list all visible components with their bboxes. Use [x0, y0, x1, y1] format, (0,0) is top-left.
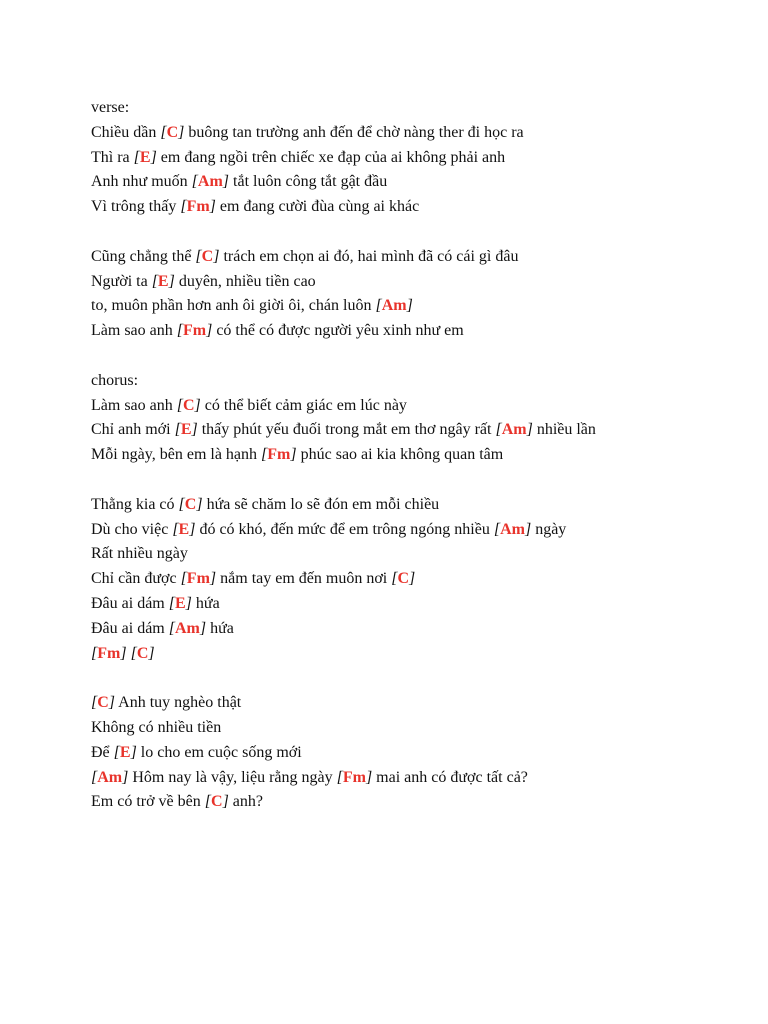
lyric-text: Làm sao anh — [91, 396, 177, 414]
lyric-line — [91, 294, 751, 319]
chord: [Am] — [495, 421, 533, 439]
lyric-line — [91, 121, 751, 146]
lyric-text: hứa sẽ chăm lo sẽ đón em mỗi chiều — [202, 495, 440, 513]
lyric-text: Em có trở về bên — [91, 793, 205, 811]
lyric-text: Thằng kia có — [91, 495, 179, 513]
lyric-line — [91, 96, 751, 121]
chord: [C] — [391, 570, 416, 588]
chord-name: E — [180, 421, 192, 439]
lyric-text: Chiều dần — [91, 123, 161, 141]
lyric-text: hứa — [206, 619, 234, 637]
lyric-text: verse: — [91, 99, 130, 116]
lyric-line — [91, 518, 751, 543]
chord: [Fm] — [180, 570, 217, 588]
lyric-line — [91, 617, 751, 642]
chord: [E] — [168, 594, 192, 612]
chord-name: C — [397, 570, 410, 588]
chord-name: Fm — [186, 198, 210, 216]
lyric-line — [91, 170, 751, 195]
chord: [E] — [133, 148, 157, 166]
lyric-line — [91, 592, 751, 617]
lyric-text: Không có nhiều tiền — [91, 718, 222, 736]
lyric-text: Anh như muốn — [91, 173, 192, 191]
lyric-text: hứa — [191, 594, 220, 612]
chord-name: Am — [97, 768, 123, 786]
chord: [C] — [204, 793, 229, 811]
lyric-text: duyên, nhiều tiền cao — [174, 272, 316, 290]
chord: [Fm] — [336, 768, 373, 786]
chord-name: Fm — [267, 446, 291, 464]
lyric-text: em đang ngồi trên chiếc xe đạp của ai không phải anh — [156, 148, 506, 166]
lyric-text: Dù cho việc — [91, 520, 173, 538]
lyric-line — [91, 319, 751, 344]
lyric-text: Để — [91, 743, 114, 761]
lyric-text: nhiều lần — [532, 421, 596, 439]
chord-name: C — [97, 694, 109, 712]
lyric-text: Vì trông thấy — [91, 198, 181, 216]
chord: [Am] — [375, 297, 413, 315]
lyric-line — [91, 245, 751, 270]
lyric-text: lo cho em cuộc sống mới — [136, 743, 302, 761]
chord: [Am] — [91, 768, 129, 786]
chord-name: E — [119, 743, 131, 761]
chord-name: Fm — [97, 644, 121, 662]
chord: [C] — [195, 247, 220, 265]
lyric-text: Đâu ai dám — [91, 619, 169, 637]
chord: [C] — [91, 694, 116, 712]
lyric-line — [91, 741, 751, 766]
chord: [Am] — [191, 173, 230, 191]
lyric-text: Anh tuy nghèo thật — [115, 694, 242, 712]
chord-name: Fm — [182, 322, 207, 340]
lyric-text: thấy phút yếu đuối trong mắt em thơ ngây rất — [197, 421, 496, 439]
chord-name: C — [166, 123, 179, 141]
lyric-text: buông tan trường anh đến để chờ nàng ther đi học ra — [184, 123, 524, 141]
lyric-text: có thể biết cảm giác em lúc này — [200, 396, 407, 414]
lyric-text: Chỉ cần được — [91, 570, 181, 588]
chord-name: Am — [197, 173, 223, 191]
lyric-line — [91, 766, 751, 791]
lyric-text: anh? — [228, 793, 263, 811]
lyric-text: mai anh có được tất cả? — [372, 768, 528, 786]
chord: [E] — [151, 272, 175, 290]
chord-name: Am — [501, 421, 527, 439]
chord-name: Fm — [186, 570, 210, 588]
lyric-text: Đâu ai dám — [91, 594, 169, 612]
lyric-text: có thể có được người yêu xinh như em — [212, 322, 464, 340]
chord: [E] — [174, 421, 198, 439]
lyric-line — [91, 493, 751, 518]
lyric-text: to, muôn phần hơn anh ôi giời ôi, chán luôn — [91, 297, 376, 315]
lyric-line — [91, 418, 751, 443]
lyric-line — [91, 567, 751, 592]
chord-name: Am — [500, 520, 525, 538]
chord: [Fm] — [176, 322, 213, 340]
lyric-text: chorus: — [91, 371, 139, 389]
lyric-text: phúc sao ai kia không quan tâm — [296, 446, 504, 464]
chord-name: Fm — [342, 768, 366, 786]
chord: [Am] — [168, 619, 207, 637]
lyric-line — [91, 443, 751, 468]
chord-name: C — [211, 793, 223, 811]
lyric-text: em đang cười đùa cùng ai khác — [215, 198, 420, 216]
chord: [Fm] — [180, 198, 216, 216]
chord: [Am] — [493, 520, 532, 538]
lyric-line — [91, 394, 751, 419]
chord: [E] — [113, 743, 137, 761]
lyric-text: Rất nhiều ngày — [91, 545, 188, 563]
lyric-line — [91, 270, 751, 295]
section-gap — [91, 344, 751, 369]
lyric-text: trách em chọn ai đó, hai mình đã có cái gì đâu — [219, 247, 519, 265]
chord-name: Am — [381, 297, 407, 315]
chord-name: E — [157, 272, 169, 290]
chord-name: C — [184, 495, 197, 513]
section-gap — [91, 220, 751, 245]
lyric-text: Thì ra — [91, 148, 134, 166]
lyric-text: ngày — [531, 520, 567, 538]
chord-name: E — [178, 520, 190, 538]
lyric-text: Người ta — [91, 272, 152, 290]
chord: [E] — [172, 520, 196, 538]
chord: [Fm] — [261, 446, 297, 464]
section-gap — [91, 666, 751, 691]
lyric-text: đó có khó, đến mức để em trông ngóng nhiều — [195, 520, 494, 538]
lyrics-body — [91, 96, 751, 815]
lyric-text: Hôm nay là vậy, liệu rằng ngày — [128, 768, 337, 786]
lyric-line — [91, 195, 751, 220]
chord-name: E — [139, 148, 151, 166]
section-gap — [91, 468, 751, 493]
chord: [C] — [178, 495, 203, 513]
lyric-text: tắt luôn công tắt gật đầu — [229, 173, 388, 191]
lyric-text: Cũng chẳng thể — [91, 247, 196, 265]
chord-name: C — [182, 396, 195, 414]
lyric-line — [91, 691, 751, 716]
chord-name: Am — [174, 619, 200, 637]
chord: [C] — [160, 123, 185, 141]
lyric-line — [91, 642, 751, 667]
lyric-text: Làm sao anh — [91, 322, 177, 340]
chord: [Fm] — [91, 644, 127, 662]
lyric-text: nắm tay em đến muôn nơi — [216, 570, 392, 588]
lyric-text: Mỗi ngày, bên em là hạnh — [91, 446, 262, 464]
chord-name: C — [201, 247, 214, 265]
chord: [C] — [130, 644, 155, 662]
lyric-line — [91, 716, 751, 741]
lyric-line — [91, 542, 751, 567]
lyric-line — [91, 146, 751, 171]
chord-name: E — [174, 594, 186, 612]
lyric-text: Chỉ anh mới — [91, 421, 175, 439]
chord-name: C — [136, 644, 149, 662]
chord: [C] — [176, 396, 201, 414]
lyric-line — [91, 790, 751, 815]
lyric-line — [91, 369, 751, 394]
